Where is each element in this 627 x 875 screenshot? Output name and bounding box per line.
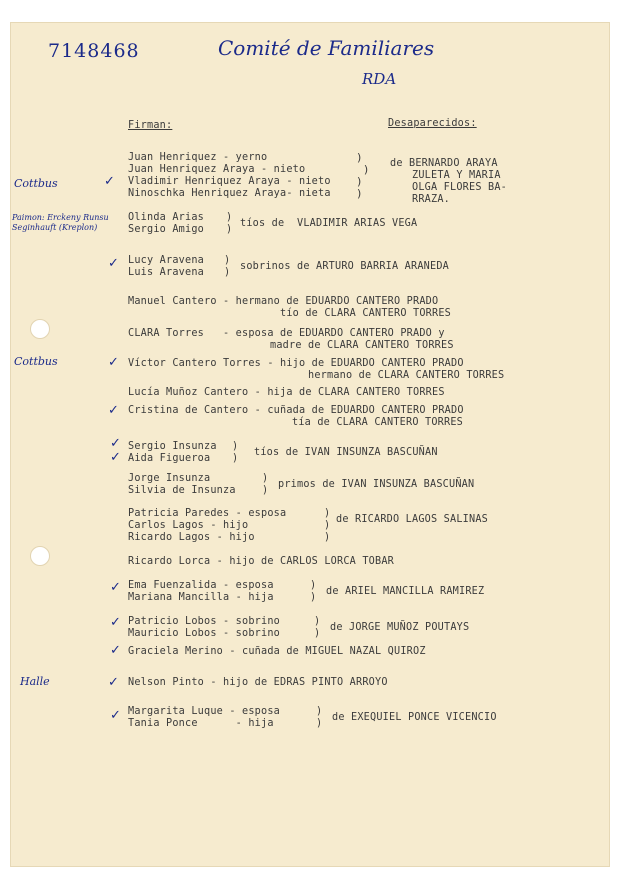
signer-line: Patricio Lobos - sobrino — [128, 616, 281, 627]
signer-line: Olinda Arias — [128, 212, 205, 223]
bracket: ) ) — [316, 706, 323, 729]
signer-line: Vladimir Henriquez Araya - nieto — [128, 176, 331, 187]
margin-note-cottbus-1: Cottbus — [14, 177, 58, 190]
signer-line: Ninoschka Henriquez Araya- nieta — [128, 188, 331, 199]
check-mark-icon: ✓ — [108, 675, 119, 690]
disappeared-line: ZULETA Y MARIA — [412, 170, 501, 181]
signer-line: Mauricio Lobos - sobrino — [128, 628, 281, 639]
signer-line: Sergio Insunza — [128, 441, 217, 452]
signer-line: Cristina de Cantero - cuñada de EDUARDO CANTERO PRADO — [128, 405, 464, 416]
signer-line: Sergio Amigo — [128, 224, 205, 235]
archive-number: 7148468 — [48, 40, 140, 62]
margin-note-halle: Halle — [20, 675, 50, 688]
signer-line: Carlos Lagos - hijo — [128, 520, 249, 531]
signer-line: Juan Henriquez Araya - nieto — [128, 164, 306, 175]
signer-line: Graciela Merino - cuñada de MIGUEL NAZAL QUIROZ — [128, 646, 426, 657]
signer-line: Nelson Pinto - hijo de EDRAS PINTO ARROYO — [128, 677, 388, 688]
signer-line: Luis Aravena — [128, 267, 205, 278]
signer-line: Ricardo Lorca - hijo de CARLOS LORCA TOBAR — [128, 556, 395, 567]
check-mark-icon: ✓ — [110, 615, 121, 630]
relation-line: de RICARDO LAGOS SALINAS — [336, 514, 489, 525]
relation-line: tíos de IVAN INSUNZA BASCUÑAN — [254, 447, 438, 458]
relation-line: de JORGE MUÑOZ POUTAYS — [330, 622, 470, 633]
header-signers: Firman: — [128, 120, 173, 131]
relation-line: primos de IVAN INSUNZA BASCUÑAN — [278, 479, 475, 490]
bracket: ) ) — [226, 212, 233, 235]
signer-line: Aida Figueroa — [128, 453, 211, 464]
signer-line: Lucy Aravena — [128, 255, 205, 266]
check-mark-icon: ✓ — [110, 643, 121, 658]
bracket: ) ) — [314, 616, 321, 639]
document-page — [10, 22, 610, 867]
check-mark-icon: ✓ — [110, 436, 121, 451]
bracket: ) ) ) ) — [356, 151, 370, 200]
signer-line: Lucía Muñoz Cantero - hija de CLARA CANTERO TORRES — [128, 387, 445, 398]
bracket: ) ) — [310, 580, 317, 603]
relation-line: tío de CLARA CANTERO TORRES — [280, 308, 452, 319]
signer-line: Margarita Luque - esposa — [128, 706, 281, 717]
signer-line: Manuel Cantero - hermano de EDUARDO CANTERO PRADO — [128, 296, 439, 307]
signer-line: Jorge Insunza — [128, 473, 211, 484]
signer-line: Ricardo Lagos - hijo — [128, 532, 255, 543]
relation-line: tía de CLARA CANTERO TORRES — [292, 417, 464, 428]
signer-line: Silvia de Insunza — [128, 485, 236, 496]
signer-line: Mariana Mancilla - hija — [128, 592, 274, 603]
punch-hole-top — [30, 319, 50, 339]
relation-line: de EXEQUIEL PONCE VICENCIO — [332, 712, 497, 723]
bracket: ) ) — [262, 473, 269, 496]
header-disappeared: Desaparecidos: — [388, 118, 477, 129]
signer-line: CLARA Torres - esposa de EDUARDO CANTERO PRADO y — [128, 328, 445, 339]
signer-line: Ema Fuenzalida - esposa — [128, 580, 274, 591]
relation-line: sobrinos de ARTURO BARRIA ARANEDA — [240, 261, 450, 272]
relation-line: de ARIEL MANCILLA RAMIREZ — [326, 586, 485, 597]
relation-line: hermano de CLARA CANTERO TORRES — [308, 370, 505, 381]
margin-note-cottbus-2: Cottbus — [14, 355, 58, 368]
disappeared-line: RRAZA. — [412, 194, 451, 205]
check-mark-icon: ✓ — [108, 256, 119, 271]
check-mark-icon: ✓ — [110, 580, 121, 595]
bracket: ) ) ) — [324, 508, 331, 543]
disappeared-line: OLGA FLORES BA- — [412, 182, 508, 193]
margin-note-names: Paimon: Erckeny Runsu Seginhauft (Kreplon) — [12, 213, 109, 232]
signer-line: Patricia Paredes - esposa — [128, 508, 287, 519]
signer-line: Víctor Cantero Torres - hijo de EDUARDO CANTERO PRADO — [128, 358, 464, 369]
relation-line: tíos de VLADIMIR ARIAS VEGA — [240, 218, 418, 229]
punch-hole-bottom — [30, 546, 50, 566]
bracket: ) ) — [224, 255, 231, 278]
handwritten-title: Comité de Familiares — [218, 36, 435, 60]
signer-line: Juan Henriquez - yerno — [128, 152, 268, 163]
check-mark-icon: ✓ — [108, 403, 119, 418]
check-mark-icon: ✓ — [104, 174, 115, 189]
signer-line: Tania Ponce - hija — [128, 718, 274, 729]
handwritten-subtitle: RDA — [362, 70, 397, 88]
bracket: ) ) — [232, 441, 239, 464]
check-mark-icon: ✓ — [110, 450, 121, 465]
disappeared-line: de BERNARDO ARAYA — [390, 158, 498, 169]
check-mark-icon: ✓ — [108, 355, 119, 370]
check-mark-icon: ✓ — [110, 708, 121, 723]
relation-line: madre de CLARA CANTERO TORRES — [270, 340, 454, 351]
